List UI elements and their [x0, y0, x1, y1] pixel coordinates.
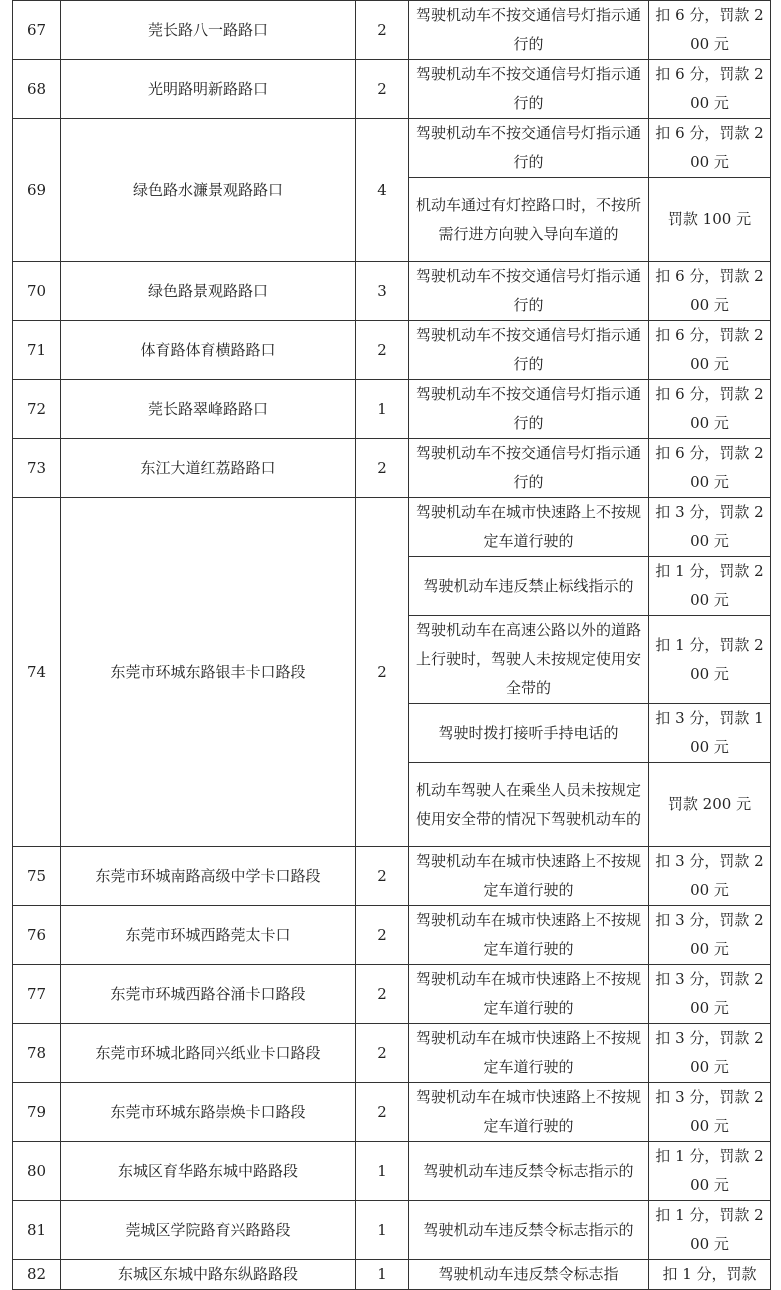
- count-cell: 2: [356, 965, 409, 1024]
- violation-cell: 驾驶机动车不按交通信号灯指示通行的: [409, 1, 649, 60]
- row-number-cell: 75: [13, 847, 61, 906]
- location-cell: 绿色路水濂景观路路口: [61, 119, 356, 262]
- row-number-cell: 72: [13, 380, 61, 439]
- penalty-cell: 扣 3 分，罚款 200 元: [649, 1024, 771, 1083]
- violation-cell: 驾驶机动车在高速公路以外的道路上行驶时，驾驶人未按规定使用安全带的: [409, 616, 649, 704]
- row-number-cell: 69: [13, 119, 61, 262]
- penalty-cell: 扣 1 分，罚款 200 元: [649, 616, 771, 704]
- location-cell: 东莞市环城北路同兴纸业卡口路段: [61, 1024, 356, 1083]
- row-number-cell: 73: [13, 439, 61, 498]
- count-cell: 2: [356, 906, 409, 965]
- table-row: [13, 1, 771, 60]
- violation-cell: 驾驶机动车违反禁令标志指示的: [409, 1201, 649, 1260]
- table-row: [13, 1142, 771, 1201]
- table-row: [13, 906, 771, 965]
- violation-cell: 驾驶机动车不按交通信号灯指示通行的: [409, 119, 649, 178]
- violation-cell: 驾驶机动车违反禁令标志指示的: [409, 1142, 649, 1201]
- count-cell: 4: [356, 119, 409, 262]
- count-cell: 3: [356, 262, 409, 321]
- count-cell: 1: [356, 1260, 409, 1290]
- violation-cell: 驾驶机动车违反禁令标志指: [409, 1260, 649, 1290]
- row-number-cell: 78: [13, 1024, 61, 1083]
- violation-cell: 驾驶机动车不按交通信号灯指示通行的: [409, 321, 649, 380]
- penalty-cell: 扣 6 分，罚款 200 元: [649, 1, 771, 60]
- violation-cell: 驾驶时拨打接听手持电话的: [409, 704, 649, 763]
- count-cell: 2: [356, 1, 409, 60]
- count-cell: 1: [356, 1142, 409, 1201]
- row-number-cell: 79: [13, 1083, 61, 1142]
- violations-table-body: [13, 1, 771, 1290]
- penalty-cell: 扣 1 分，罚款: [649, 1260, 771, 1290]
- location-cell: 东莞市环城西路莞太卡口: [61, 906, 356, 965]
- violation-cell: 机动车通过有灯控路口时，不按所需行进方向驶入导向车道的: [409, 178, 649, 262]
- location-cell: 东江大道红荔路路口: [61, 439, 356, 498]
- count-cell: 2: [356, 498, 409, 847]
- violation-cell: 驾驶机动车在城市快速路上不按规定车道行驶的: [409, 1083, 649, 1142]
- violation-cell: 驾驶机动车在城市快速路上不按规定车道行驶的: [409, 965, 649, 1024]
- table-row: [13, 380, 771, 439]
- table-row: [13, 498, 771, 557]
- violation-cell: 驾驶机动车不按交通信号灯指示通行的: [409, 439, 649, 498]
- location-cell: 体育路体育横路路口: [61, 321, 356, 380]
- penalty-cell: 扣 6 分，罚款 200 元: [649, 321, 771, 380]
- row-number-cell: 74: [13, 498, 61, 847]
- penalty-cell: 扣 6 分，罚款 200 元: [649, 60, 771, 119]
- location-cell: 莞长路八一路路口: [61, 1, 356, 60]
- count-cell: 1: [356, 380, 409, 439]
- count-cell: 1: [356, 1201, 409, 1260]
- row-number-cell: 77: [13, 965, 61, 1024]
- violation-cell: 驾驶机动车不按交通信号灯指示通行的: [409, 262, 649, 321]
- violation-cell: 驾驶机动车在城市快速路上不按规定车道行驶的: [409, 1024, 649, 1083]
- row-number-cell: 81: [13, 1201, 61, 1260]
- table-row: [13, 1024, 771, 1083]
- table-row: [13, 119, 771, 178]
- penalty-cell: 扣 6 分，罚款 200 元: [649, 439, 771, 498]
- count-cell: 2: [356, 321, 409, 380]
- table-row: [13, 1083, 771, 1142]
- violation-cell: 机动车驾驶人在乘坐人员未按规定使用安全带的情况下驾驶机动车的: [409, 763, 649, 847]
- row-number-cell: 76: [13, 906, 61, 965]
- table-row: [13, 965, 771, 1024]
- row-number-cell: 68: [13, 60, 61, 119]
- row-number-cell: 67: [13, 1, 61, 60]
- penalty-cell: 扣 3 分，罚款 200 元: [649, 498, 771, 557]
- location-cell: 莞长路翠峰路路口: [61, 380, 356, 439]
- location-cell: 东莞市环城南路高级中学卡口路段: [61, 847, 356, 906]
- table-row: [13, 439, 771, 498]
- penalty-cell: 扣 6 分，罚款 200 元: [649, 119, 771, 178]
- penalty-cell: 扣 6 分，罚款 200 元: [649, 380, 771, 439]
- table-row: [13, 1201, 771, 1260]
- location-cell: 绿色路景观路路口: [61, 262, 356, 321]
- penalty-cell: 扣 3 分，罚款 100 元: [649, 704, 771, 763]
- row-number-cell: 71: [13, 321, 61, 380]
- penalty-cell: 扣 3 分，罚款 200 元: [649, 906, 771, 965]
- violation-cell: 驾驶机动车不按交通信号灯指示通行的: [409, 60, 649, 119]
- violation-cell: 驾驶机动车在城市快速路上不按规定车道行驶的: [409, 906, 649, 965]
- penalty-cell: 扣 3 分，罚款 200 元: [649, 847, 771, 906]
- location-cell: 东城区东城中路东纵路路段: [61, 1260, 356, 1290]
- row-number-cell: 82: [13, 1260, 61, 1290]
- row-number-cell: 80: [13, 1142, 61, 1201]
- count-cell: 2: [356, 439, 409, 498]
- location-cell: 光明路明新路路口: [61, 60, 356, 119]
- penalty-cell: 扣 3 分，罚款 200 元: [649, 965, 771, 1024]
- violation-cell: 驾驶机动车不按交通信号灯指示通行的: [409, 380, 649, 439]
- location-cell: 东莞市环城西路谷涌卡口路段: [61, 965, 356, 1024]
- location-cell: 莞城区学院路育兴路路段: [61, 1201, 356, 1260]
- violation-cell: 驾驶机动车违反禁止标线指示的: [409, 557, 649, 616]
- location-cell: 东城区育华路东城中路路段: [61, 1142, 356, 1201]
- table-row: [13, 321, 771, 380]
- penalty-cell: 罚款 100 元: [649, 178, 771, 262]
- violations-table: [12, 0, 771, 1290]
- location-cell: 东莞市环城东路银丰卡口路段: [61, 498, 356, 847]
- penalty-cell: 罚款 200 元: [649, 763, 771, 847]
- violation-cell: 驾驶机动车在城市快速路上不按规定车道行驶的: [409, 847, 649, 906]
- penalty-cell: 扣 1 分，罚款 200 元: [649, 1201, 771, 1260]
- penalty-cell: 扣 3 分，罚款 200 元: [649, 1083, 771, 1142]
- penalty-cell: 扣 1 分，罚款 200 元: [649, 1142, 771, 1201]
- count-cell: 2: [356, 847, 409, 906]
- table-row: [13, 262, 771, 321]
- table-row: [13, 847, 771, 906]
- location-cell: 东莞市环城东路崇焕卡口路段: [61, 1083, 356, 1142]
- count-cell: 2: [356, 1024, 409, 1083]
- violation-cell: 驾驶机动车在城市快速路上不按规定车道行驶的: [409, 498, 649, 557]
- table-row: [13, 60, 771, 119]
- table-row: [13, 1260, 771, 1290]
- penalty-cell: 扣 1 分，罚款 200 元: [649, 557, 771, 616]
- penalty-cell: 扣 6 分，罚款 200 元: [649, 262, 771, 321]
- count-cell: 2: [356, 60, 409, 119]
- row-number-cell: 70: [13, 262, 61, 321]
- count-cell: 2: [356, 1083, 409, 1142]
